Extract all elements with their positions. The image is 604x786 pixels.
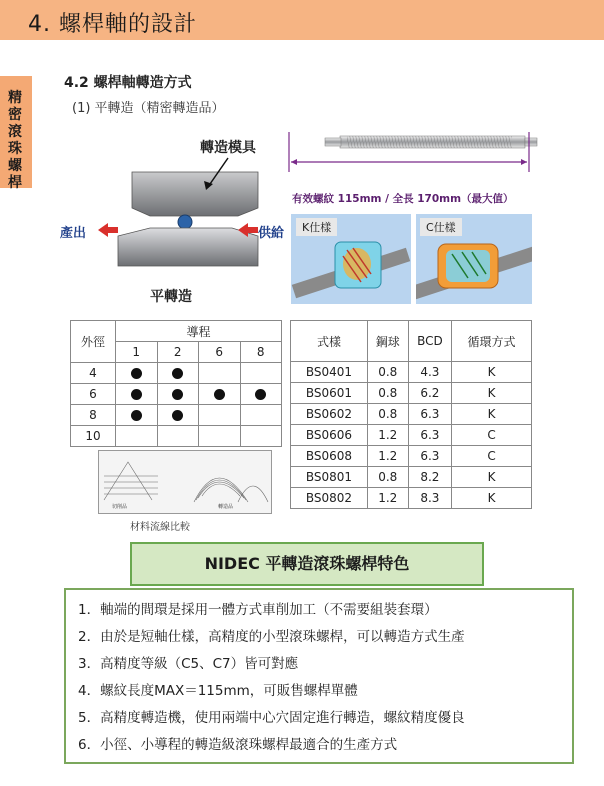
availability-dot-icon (131, 410, 142, 421)
workpiece (178, 215, 192, 229)
mark-cell (240, 363, 282, 384)
section-subtitle: (1) 平轉造（精密轉造品） (72, 101, 225, 116)
spec-cell: K (452, 383, 532, 404)
spec-cell: 0.8 (367, 467, 408, 488)
spec-cell: K (452, 404, 532, 425)
flow-comparison (98, 450, 272, 514)
feature-item: 5．高精度轉造機，使用兩端中心穴固定進行轉造，螺紋精度優良 (78, 710, 465, 726)
dimension-arrow-icon (521, 159, 527, 165)
features-banner-title: NIDEC 平轉造滾珠螺桿特色 (204, 554, 410, 573)
spec-cell: 6.3 (408, 404, 451, 425)
spec-cell: BS0606 (291, 425, 368, 446)
availability-dot-icon (172, 368, 183, 379)
spec-cell: BS0802 (291, 488, 368, 509)
out-arrow-icon (98, 223, 118, 237)
od-cell: 6 (71, 384, 116, 405)
feature-item: 2．由於是短軸仕樣，高精度的小型滾珠螺桿，可以轉造方式生產 (78, 629, 465, 645)
spec-cell: BS0608 (291, 446, 368, 467)
lead-col: 1 (116, 342, 158, 363)
page-title: 4. 螺桿軸的設計 (28, 12, 197, 37)
spec-header: 鋼球 (367, 321, 408, 362)
spec-header: 循環方式 (452, 321, 532, 362)
availability-dot-icon (131, 368, 142, 379)
feature-item: 6．小徑、小導程的轉造級滾珠螺桿最適合的生產方式 (78, 737, 398, 753)
side-tab-label: 精密滾珠螺桿 (8, 90, 22, 191)
feed-label: 供給 (258, 226, 285, 241)
spec-cell: 4.3 (408, 362, 451, 383)
spec-cell: 0.8 (367, 404, 408, 425)
mark-cell (116, 363, 158, 384)
spec-table (290, 320, 532, 509)
od-cell: 4 (71, 363, 116, 384)
dimension-arrow-icon (291, 159, 297, 165)
spec-header: BCD (408, 321, 451, 362)
k-type-label: K仕樣 (296, 218, 337, 236)
spec-cell: 6.3 (408, 425, 451, 446)
lead-table-header-lead: 導程 (116, 321, 282, 342)
spec-cell: 1.2 (367, 446, 408, 467)
die-label: 轉造模具 (200, 140, 256, 156)
feature-item: 4．螺紋長度MAX＝115mm，可販售螺桿單體 (78, 683, 358, 699)
mark-cell (157, 405, 199, 426)
mark-cell (199, 384, 241, 405)
shaft-spec: 有效螺紋 115mm / 全長 170mm（最大值） (292, 193, 514, 205)
spec-header: 式樣 (291, 321, 368, 362)
lead-col: 8 (240, 342, 282, 363)
spec-cell: K (452, 467, 532, 488)
spec-cell: 6.3 (408, 446, 451, 467)
mark-cell (157, 363, 199, 384)
shaft-illustration (285, 128, 540, 188)
lead-table-header-od: 外徑 (71, 321, 116, 363)
out-label: 產出 (60, 226, 87, 241)
spec-cell: C (452, 446, 532, 467)
mark-cell (199, 405, 241, 426)
flow-caption: 材料流線比較 (130, 522, 190, 533)
spec-cell: 1.2 (367, 425, 408, 446)
diagram-caption: 平轉造 (150, 289, 192, 305)
feature-item: 3．高精度等級（C5、C7）皆可對應 (78, 656, 299, 672)
spec-cell: BS0601 (291, 383, 368, 404)
lead-table (70, 320, 282, 447)
mark-cell (157, 384, 199, 405)
spec-cell: 1.2 (367, 488, 408, 509)
mark-cell (116, 426, 158, 447)
spec-cell: 0.8 (367, 362, 408, 383)
availability-dot-icon (214, 389, 225, 400)
od-cell: 8 (71, 405, 116, 426)
availability-dot-icon (172, 410, 183, 421)
mark-cell (240, 405, 282, 426)
lead-col: 2 (157, 342, 199, 363)
mark-cell (240, 426, 282, 447)
mark-cell (240, 384, 282, 405)
feature-item: 1．軸端的間環是採用一體方式車削加工（不需要組裝套環） (78, 602, 438, 618)
section-title: 4.2 螺桿軸轉造方式 (64, 75, 192, 91)
upper-die (132, 172, 258, 216)
spec-cell: BS0801 (291, 467, 368, 488)
spec-cell: 0.8 (367, 383, 408, 404)
spec-cell: K (452, 488, 532, 509)
spec-cell: 6.2 (408, 383, 451, 404)
availability-dot-icon (255, 389, 266, 400)
mark-cell (116, 405, 158, 426)
spec-cell: K (452, 362, 532, 383)
lower-die (118, 228, 258, 266)
mark-cell (157, 426, 199, 447)
spec-cell: 8.2 (408, 467, 451, 488)
c-type-label: C仕樣 (420, 218, 462, 236)
spec-cell: C (452, 425, 532, 446)
flow-left-label: 切削品 (112, 504, 128, 510)
availability-dot-icon (172, 389, 183, 400)
spec-cell: BS0401 (291, 362, 368, 383)
flow-right-label: 轉造品 (218, 504, 234, 510)
spec-cell: 8.3 (408, 488, 451, 509)
features-banner (130, 542, 484, 586)
availability-dot-icon (131, 389, 142, 400)
od-cell: 10 (71, 426, 116, 447)
lead-col: 6 (199, 342, 241, 363)
mark-cell (116, 384, 158, 405)
mark-cell (199, 363, 241, 384)
mark-cell (199, 426, 241, 447)
spec-cell: BS0602 (291, 404, 368, 425)
